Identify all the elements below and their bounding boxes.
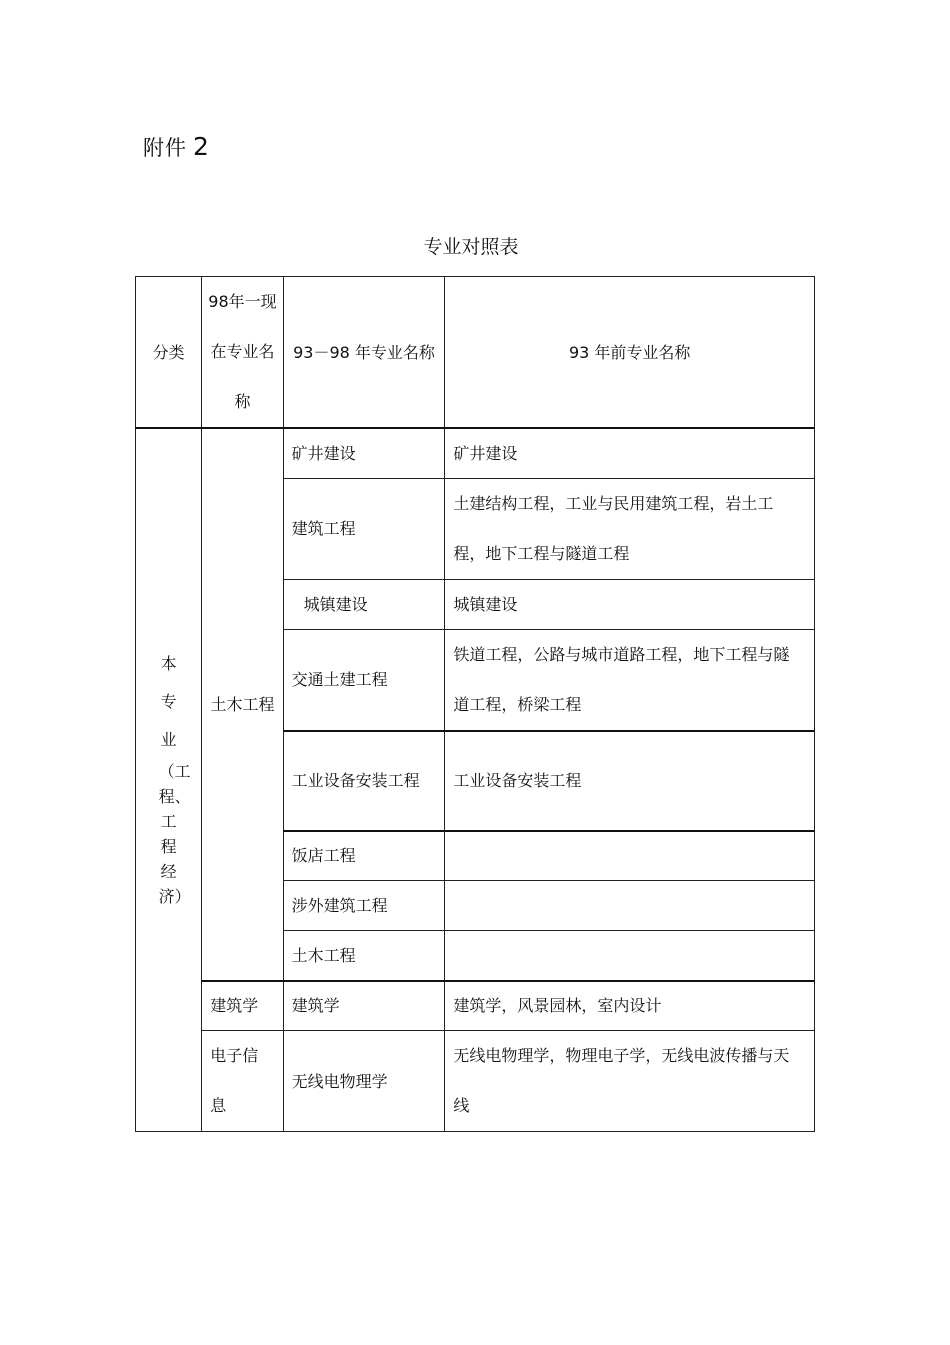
mid-major: 交通土建工程 xyxy=(283,629,445,731)
mid-major: 城镇建设 xyxy=(283,579,445,629)
header-old: 93 年前专业名称 xyxy=(445,277,815,429)
category-char: 业 xyxy=(160,729,177,749)
attachment-number: 2 xyxy=(193,132,210,161)
mid-major: 建筑工程 xyxy=(283,478,445,579)
attachment-label xyxy=(143,132,210,162)
old-major: 建筑学，风景园林，室内设计 xyxy=(445,981,815,1031)
mid-major: 饭店工程 xyxy=(283,831,445,881)
attachment-text: 附件 xyxy=(143,136,187,160)
old-major: 无线电物理学，物理电子学，无线电波传播与天线 xyxy=(445,1031,815,1132)
current-major-architecture: 建筑学 xyxy=(202,981,283,1031)
category-char: 专 xyxy=(160,691,177,711)
header-category: 分类 xyxy=(136,277,202,429)
table-header-row xyxy=(136,277,815,429)
old-major xyxy=(445,831,815,881)
major-comparison-table xyxy=(135,276,815,1132)
mid-major: 工业设备安装工程 xyxy=(283,731,445,831)
old-major: 土建结构工程，工业与民用建筑工程，岩土工程，地下工程与隧道工程 xyxy=(445,478,815,579)
table-row xyxy=(136,1031,815,1132)
old-major: 城镇建设 xyxy=(445,579,815,629)
old-major: 工业设备安装工程 xyxy=(445,731,815,831)
mid-major: 涉外建筑工程 xyxy=(283,881,445,931)
old-major xyxy=(445,881,815,931)
old-major: 矿井建设 xyxy=(445,428,815,478)
header-current: 98年一现在专业名称 xyxy=(202,277,283,429)
category-subtitle: （工程、工程经济） xyxy=(158,761,191,906)
category-char: 本 xyxy=(160,653,177,673)
page-title: 专业对照表 xyxy=(423,236,519,258)
category-cell xyxy=(136,428,202,1132)
current-major-electronics: 电子信息 xyxy=(202,1031,283,1132)
table-row xyxy=(136,981,815,1031)
mid-major: 土木工程 xyxy=(283,931,445,981)
mid-major: 矿井建设 xyxy=(283,428,445,478)
mid-major: 无线电物理学 xyxy=(283,1031,445,1132)
old-major: 铁道工程，公路与城市道路工程，地下工程与隧道工程，桥梁工程 xyxy=(445,629,815,731)
current-major-civil: 土木工程 xyxy=(202,428,283,981)
mid-major: 建筑学 xyxy=(283,981,445,1031)
header-mid: 93－98 年专业名称 xyxy=(283,277,445,429)
old-major xyxy=(445,931,815,981)
table-row xyxy=(136,428,815,478)
